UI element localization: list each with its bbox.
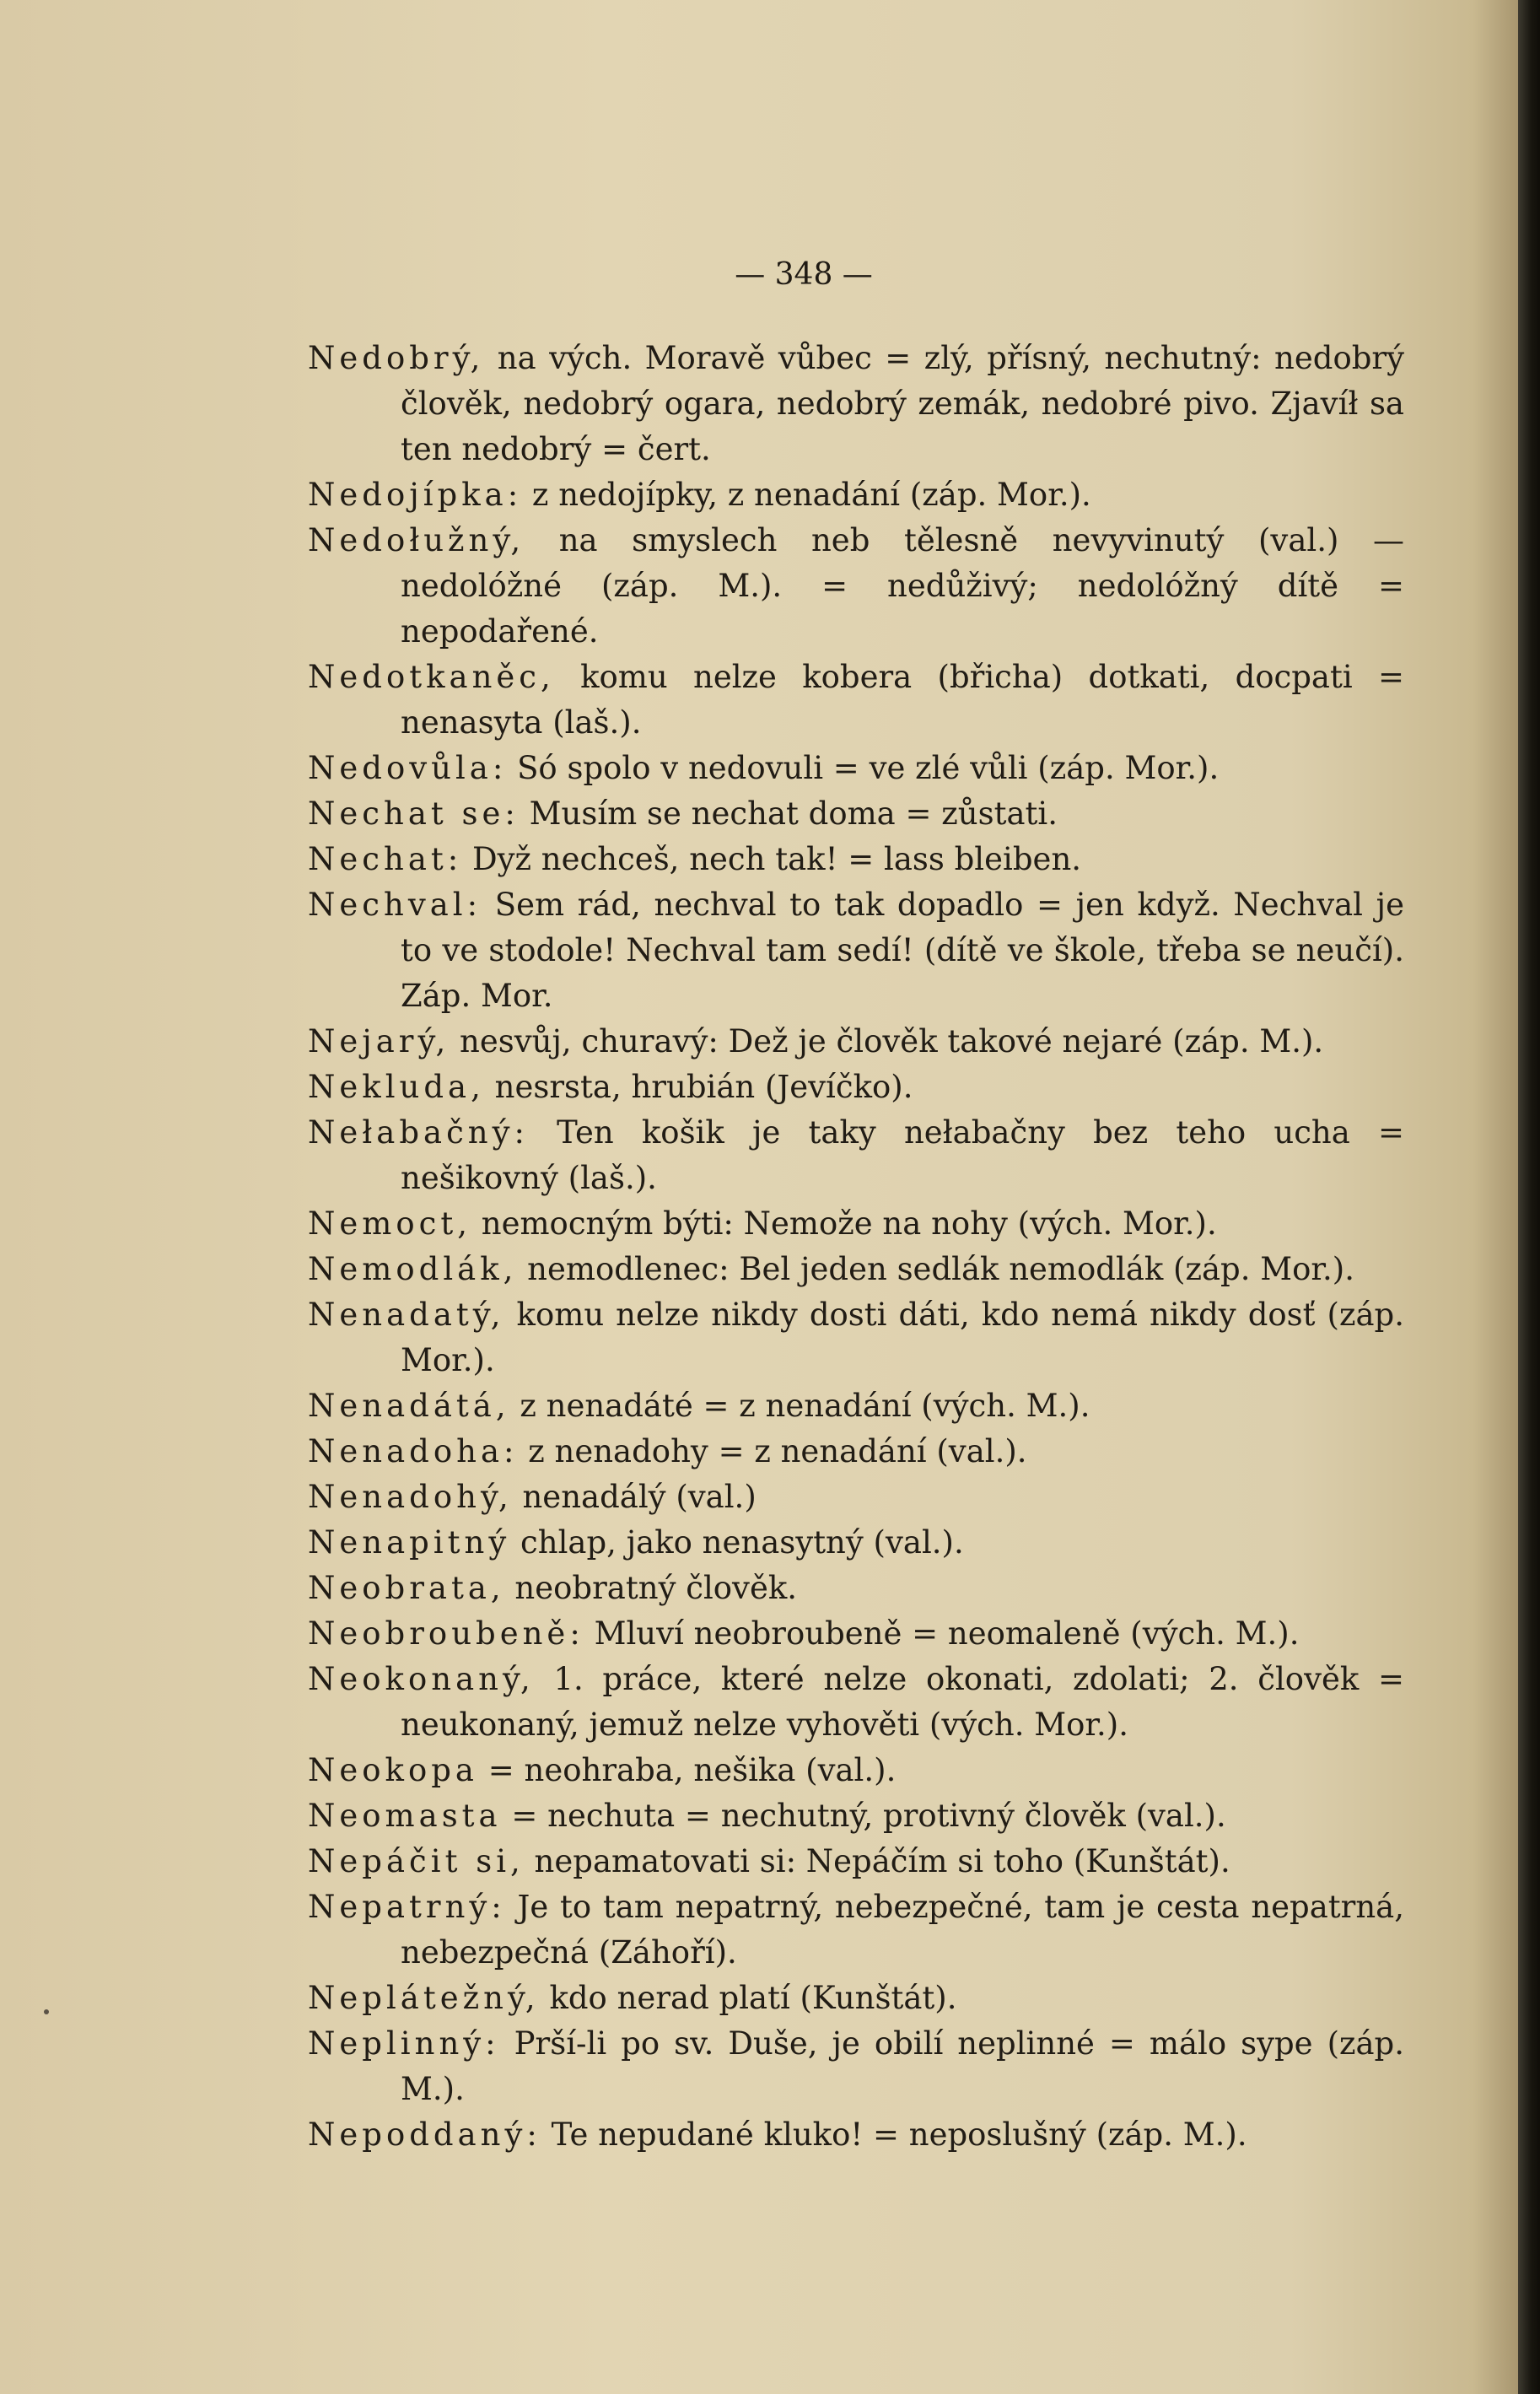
headword: Neokonaný, <box>308 1661 535 1697</box>
definition: = nechuta = nechutný, protivný člověk (val.). <box>501 1798 1226 1834</box>
headword: Nepatrný: <box>308 1889 506 1925</box>
entry-nejary <box>308 1019 1404 1065</box>
definition: nesrsta, hrubián (Jevíčko). <box>484 1069 913 1105</box>
entry-nedotkanec <box>308 655 1404 746</box>
definition: nenadálý (val.) <box>512 1479 757 1515</box>
entry-nechat-se <box>308 791 1404 837</box>
entry-nedoluzny <box>308 518 1404 655</box>
definition: Mluví neobroubeně = neomaleně (vých. M.). <box>584 1615 1300 1652</box>
entry-nelabacny <box>308 1110 1404 1201</box>
definition: neobratný člověk. <box>504 1570 798 1606</box>
definition: na smyslech neb tělesně nevyvinutý (val.) — nedolóžné (záp. M.). = nedůživý; nedolóžný dítě = nepodařené. <box>401 522 1404 650</box>
headword: Nedojípka: <box>308 477 523 513</box>
definition: Ten košik je taky nełabačny bez teho ucha = nešikovný (laš.). <box>401 1114 1404 1196</box>
headword: Nełabačný: <box>308 1114 529 1151</box>
definition: kdo nerad platí (Kunštát). <box>539 1980 957 2016</box>
definition: z nenadáté = z nenadání (vých. M.). <box>509 1388 1090 1424</box>
headword: Nedołužný, <box>308 522 525 558</box>
definition: Je to tam nepatrný, nebezpečné, tam je cesta nepatrná, nebezpečná (Záhoří). <box>401 1889 1404 1971</box>
definition: nepamatovati si: Nepáčím si toho (Kunštát). <box>524 1843 1230 1879</box>
dictionary-entries <box>308 336 1404 2158</box>
headword: Neplátežný, <box>308 1980 540 2016</box>
entry-nenadohy <box>308 1475 1404 1520</box>
definition: 1. práce, které nelze okonati, zdolati; 2. člověk = neukonaný, jemuž nelze vyhověti (vých. Mor.). <box>401 1661 1404 1743</box>
headword: Nemoct, <box>308 1205 471 1242</box>
headword: Nepáčit si, <box>308 1843 525 1879</box>
headword: Neomasta <box>308 1798 502 1834</box>
entry-nedojipka <box>308 472 1404 518</box>
headword: Neokopa <box>308 1752 478 1788</box>
headword: Neobrata, <box>308 1570 505 1606</box>
headword: Nenadatý, <box>308 1297 505 1333</box>
entry-nedobry <box>308 336 1404 472</box>
entry-nemoct <box>308 1201 1404 1247</box>
entry-nepacit-si <box>308 1839 1404 1884</box>
entry-nechval <box>308 882 1404 1019</box>
entry-neplatezny <box>308 1976 1404 2021</box>
definition: z nenadohy = z nenadání (val.). <box>518 1433 1027 1469</box>
entry-nepoddany <box>308 2112 1404 2158</box>
entry-nenapitny <box>308 1520 1404 1566</box>
entry-neokonany <box>308 1657 1404 1748</box>
entry-neplinny <box>308 2021 1404 2112</box>
definition: nemocným býti: Nemože na nohy (vých. Mor.). <box>471 1205 1217 1242</box>
ink-speck <box>44 2009 49 2014</box>
entry-nemodlak <box>308 1247 1404 1292</box>
definition: = neohraba, nešika (val.). <box>478 1752 897 1788</box>
headword: Nedovůla: <box>308 750 508 786</box>
definition: Dyž nechceš, nech tak! = lass bleiben. <box>462 841 1082 877</box>
entry-neomasta <box>308 1793 1404 1839</box>
definition: Musím se nechat doma = zůstati. <box>519 795 1058 832</box>
page-number: — 348 — <box>735 257 873 292</box>
definition: nesvůj, churavý: Dež je člověk takové nejaré (záp. M.). <box>450 1023 1324 1060</box>
entry-nenadaty <box>308 1292 1404 1383</box>
definition: z nedojípky, z nenadání (záp. Mor.). <box>522 477 1091 513</box>
definition: Só spolo v nedovuli = ve zlé vůli (záp. Mor.). <box>507 750 1220 786</box>
entry-nenadoha <box>308 1429 1404 1475</box>
headword: Nechat: <box>308 841 463 877</box>
definition: Prší-li po sv. Duše, je obilí neplinné = málo sype (záp. M.). <box>401 2025 1404 2107</box>
headword: Nejarý, <box>308 1023 450 1060</box>
definition: na vých. Moravě vůbec = zlý, přísný, nechutný: nedobrý člověk, nedobrý ogara, nedobrý zemák, nedobré pivo. Zjavíł sa ten nedobrý = čert. <box>401 340 1404 467</box>
entry-neokopa <box>308 1748 1404 1793</box>
headword: Nekluda, <box>308 1069 485 1105</box>
headword: Nechat se: <box>308 795 520 832</box>
entry-nenadata <box>308 1383 1404 1429</box>
entry-nedovula <box>308 746 1404 791</box>
entry-nechat <box>308 837 1404 882</box>
headword: Nenadoha: <box>308 1433 519 1469</box>
definition: chlap, jako nenasytný (val.). <box>510 1524 964 1561</box>
headword: Nenapitný <box>308 1524 511 1561</box>
definition: Sem rád, nechval to tak dopadlo = jen když. Nechval je to ve stodole! Nechval tam sedí! (dítě ve škole, třeba se neučí). Záp. Mor. <box>401 887 1404 1014</box>
headword: Nenadátá, <box>308 1388 510 1424</box>
headword: Neobroubeně: <box>308 1615 584 1652</box>
entry-neobrata <box>308 1566 1404 1611</box>
headword: Nedotkaněc, <box>308 659 555 695</box>
entry-nekluda <box>308 1065 1404 1110</box>
headword: Nedobrý, <box>308 340 485 376</box>
headword: Nepoddaný: <box>308 2116 541 2153</box>
definition: komu nelze nikdy dosti dáti, kdo nemá nikdy dosť (záp. Mor.). <box>401 1297 1404 1378</box>
headword: Neplinný: <box>308 2025 500 2062</box>
definition: komu nelze kobera (břicha) dotkati, docpati = nenasyta (laš.). <box>401 659 1404 741</box>
definition: nemodlenec: Bel jeden sedlák nemodlák (záp. Mor.). <box>517 1251 1354 1287</box>
definition: Te nepudané kluko! = neposlušný (záp. M.). <box>541 2116 1247 2153</box>
headword: Nemodlák, <box>308 1251 518 1287</box>
headword: Nechval: <box>308 887 482 923</box>
book-spine <box>1518 0 1540 2394</box>
headword: Nenadohý, <box>308 1479 513 1515</box>
entry-nepatrny <box>308 1884 1404 1976</box>
entry-neobroubene <box>308 1611 1404 1657</box>
